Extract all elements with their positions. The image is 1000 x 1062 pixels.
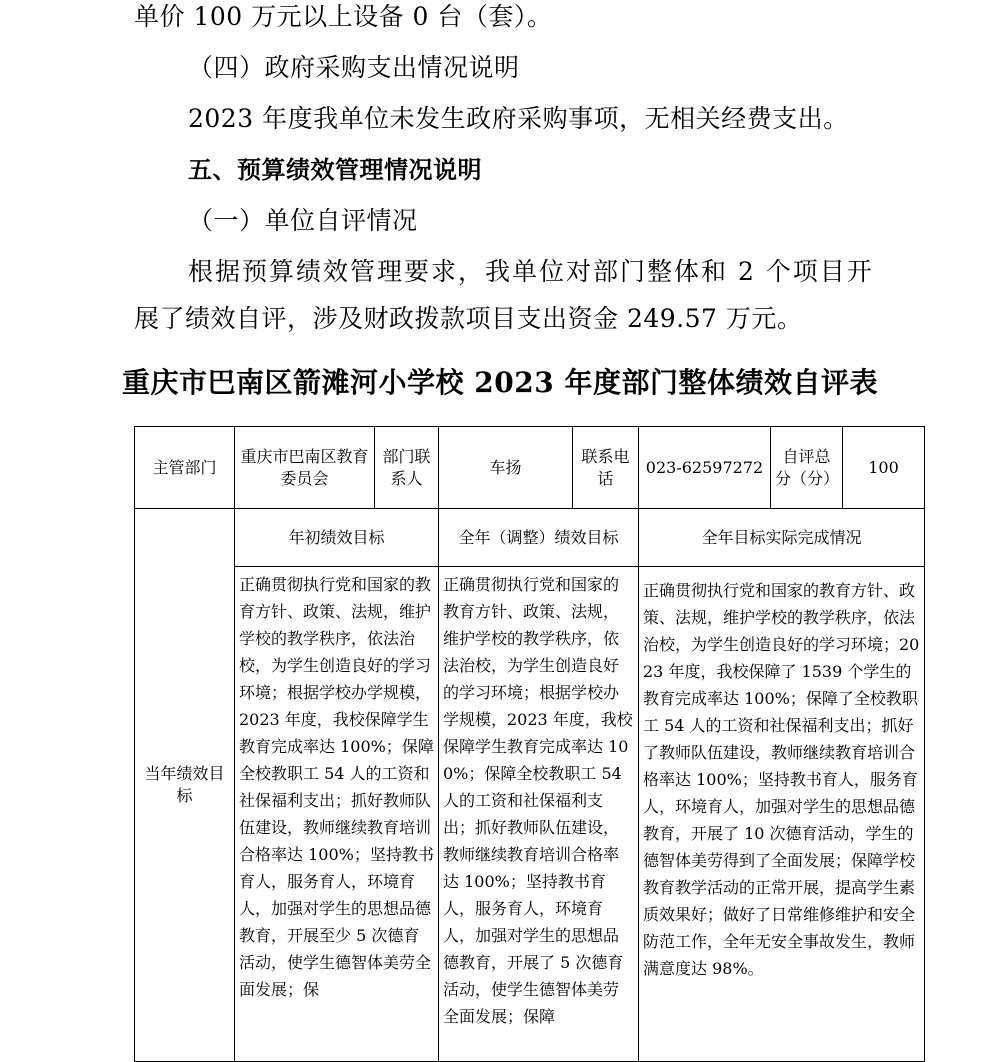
score-value: 100 — [843, 427, 925, 509]
header-row — [135, 427, 925, 509]
col1-header: 年初绩效目标 — [235, 509, 439, 567]
col3-header: 全年目标实际完成情况 — [639, 509, 925, 567]
col2-header: 全年（调整）绩效目标 — [439, 509, 639, 567]
paragraph-self-evaluation-line2: 展了绩效自评，涉及财政拨款项目支出资金 249.57 万元。 — [134, 304, 803, 333]
phone-value: 023-62597272 — [639, 427, 771, 509]
adjusted-goal-text: 正确贯彻执行党和国家的教育方针、政策、法规，维护学校的教学秩序，依法治校，为学生创造良好的学习环境；根据学校办学规模，2023 年度，我校保障学生教育完成率达 100%；保障全校教职工 54 人的工资和社保福利支出；抓好教师队伍建设，教师继续教育培训合格率达 100%；坚持教书育人，服务育人，环境育人，加强对学生的思想品德教育，开展了 5 次德育活动，使学生德智体美劳全面发展；保障 — [439, 567, 639, 1062]
heading-procurement: （四）政府采购支出情况说明 — [188, 53, 520, 82]
paragraph-equipment-count: 单价 100 万元以上设备 0 台（套）。 — [134, 2, 553, 31]
dept-value: 重庆市巴南区教育委员会 — [235, 427, 375, 509]
score-label: 自评总分（分） — [771, 427, 843, 509]
evaluation-table — [134, 426, 925, 1062]
goal-content-row — [135, 567, 925, 1062]
paragraph-self-evaluation-line1: 根据预算绩效管理要求，我单位对部门整体和 2 个项目开 — [188, 257, 874, 286]
column-header-row — [135, 509, 925, 567]
dept-label: 主管部门 — [135, 427, 235, 509]
initial-goal-text: 正确贯彻执行党和国家的教育方针、政策、法规，维护学校的教学秩序，依法治校，为学生创造良好的学习环境；根据学校办学规模，2023 年度，我校保障学生教育完成率达 100%；保障全校教职工 54 人的工资和社保福利支出；抓好教师队伍建设，教师继续教育培训合格率达 100%；坚持教书育人，服务育人，环境育人，加强对学生的思想品德教育，开展至少 5 次德育活动，使学生德智体美劳全面发展；保 — [235, 567, 439, 1062]
paragraph-procurement: 2023 年度我单位未发生政府采购事项，无相关经费支出。 — [188, 104, 849, 133]
phone-label: 联系电话 — [573, 427, 639, 509]
actual-completion-text: 正确贯彻执行党和国家的教育方针、政策、法规，维护学校的教学秩序，依法治校，为学生创造良好的学习环境；2023 年度，我校保障了 1539 个学生的教育完成率达 100%；保障了全校教职工 54 人的工资和社保福利支出；抓好了教师队伍建设，教师继续教育培训合格率达 100%；坚持教书育人，服务育人，环境育人，加强对学生的思想品德教育，开展了 10 次德育活动，学生的德智体美劳得到了全面发展；保障学校教育教学活动的正常开展，提高学生素质效果好；做好了日常维修维护和安全防范工作，全年无安全事故发生，教师满意度达 98%。 — [639, 567, 925, 1062]
heading-performance-management: 五、预算绩效管理情况说明 — [188, 156, 482, 184]
table-title: 重庆市巴南区箭滩河小学校 2023 年度部门整体绩效自评表 — [122, 366, 878, 399]
goal-label: 当年绩效目标 — [135, 509, 235, 1062]
contact-label: 部门联系人 — [375, 427, 439, 509]
heading-self-evaluation: （一）单位自评情况 — [188, 206, 418, 235]
contact-value: 车扬 — [439, 427, 573, 509]
